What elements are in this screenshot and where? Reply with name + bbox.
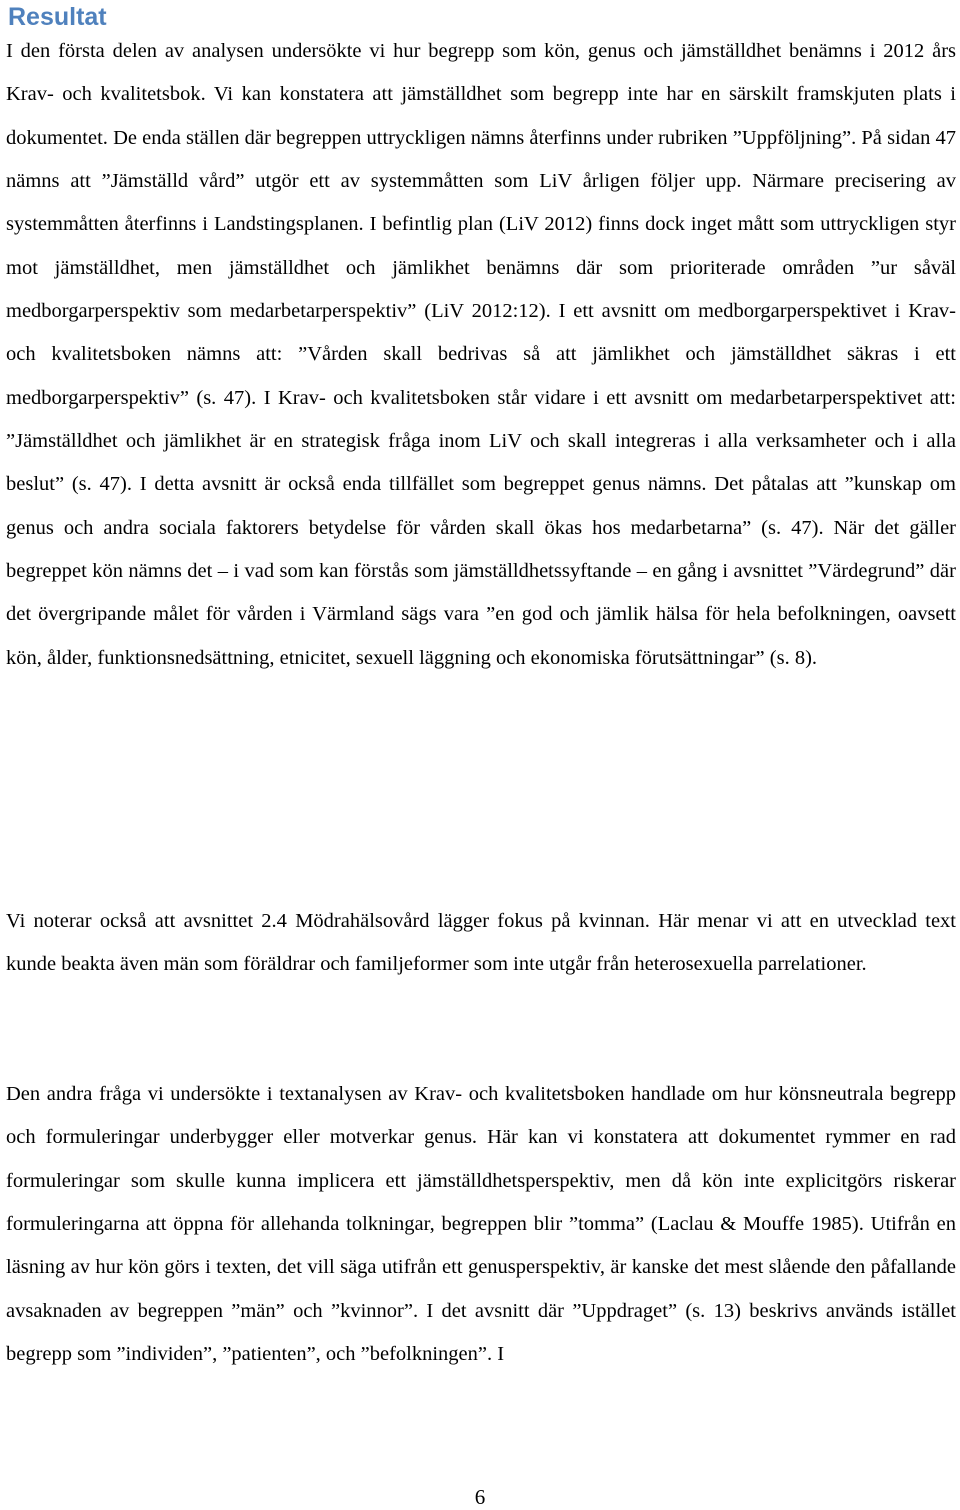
body-paragraph: Vi noterar också att avsnittet 2.4 Mödrahälsovård lägger fokus på kvinnan. Här menar vi att en utvecklad text kunde beakta även män som föräldrar och familjeformer som inte utgår från heterosexuella parrelationer. <box>6 910 956 976</box>
page-number: 6 <box>474 1485 486 1509</box>
section-heading: Resultat <box>8 3 107 31</box>
body-paragraph: I den första delen av analysen undersökte vi hur begrepp som kön, genus och jämställdhet benämns i 2012 års Krav- och kvalitetsbok. Vi kan konstatera att jämställdhet som begrepp inte har en särskilt framskjuten plats i dokumentet. De enda ställen där begreppen uttryckligen nämns återfinns under rubriken ”Uppföljning”. På sidan 47 nämns att ”Jämställd vård” utgör ett av systemmåtten som LiV årligen följer upp. Närmare precisering av systemmåtten återfinns i Landstingsplanen. I befintlig plan (LiV 2012) finns dock inget mått som uttryckligen styr mot jämställdhet, men jämställdhet och jämlikhet benämns där som prioriterade områden ”ur såväl medborgarperspektiv som medarbetarperspektiv” (LiV 2012:12). I ett avsnitt om medborgarperspektivet i Krav- och kvalitetsboken nämns att: ”Vården skall bedrivas så att jämlikhet och jämställdhet säkras i ett medborgarperspektiv” (s. 47). I Krav- och kvalitetsboken står vidare i ett avsnitt om medarbetarperspektivet att: ”Jämställdhet och jämlikhet är en strategisk fråga inom LiV och skall integreras i alla verksamheter och i alla beslut” (s. 47). I detta avsnitt är också enda tillfället som begreppet genus nämns. Det påtalas att ”kunskap om genus och andra sociala faktorers betydelse för vården skall ökas hos medarbetarna” (s. 47). När det gäller begreppet kön nämns det – i vad som kan förstås som jämställdhetssyftande – en gång i avsnittet ”Värdegrund” där det övergripande målet för vården i Värmland sägs vara ”en god och jämlik hälsa för hela befolkningen, oavsett kön, ålder, funktionsnedsättning, etnicitet, sexuell läggning och ekonomiska förutsättningar” (s. 8). <box>6 40 956 669</box>
body-paragraph: Den andra fråga vi undersökte i textanalysen av Krav- och kvalitetsboken handlade om hur könsneutrala begrepp och formuleringar underbygger eller motverkar genus. Här kan vi konstatera att dokumentet rymmer en rad formuleringar som skulle kunna implicera ett jämställdhetsperspektiv, men då kön inte explicitgörs riskerar formuleringarna att öppna för allehanda tolkningar, begreppen blir ”tomma” (Laclau & Mouffe 1985). Utifrån en läsning av hur kön görs i texten, det vill säga utifrån ett genusperspektiv, är kanske det mest slående den påfallande avsaknaden av begreppen ”män” och ”kvinnor”. I det avsnitt där ”Uppdraget” (s. 13) beskrivs används istället begrepp som ”individen”, ”patienten”, och ”befolkningen”. I <box>6 1083 956 1366</box>
